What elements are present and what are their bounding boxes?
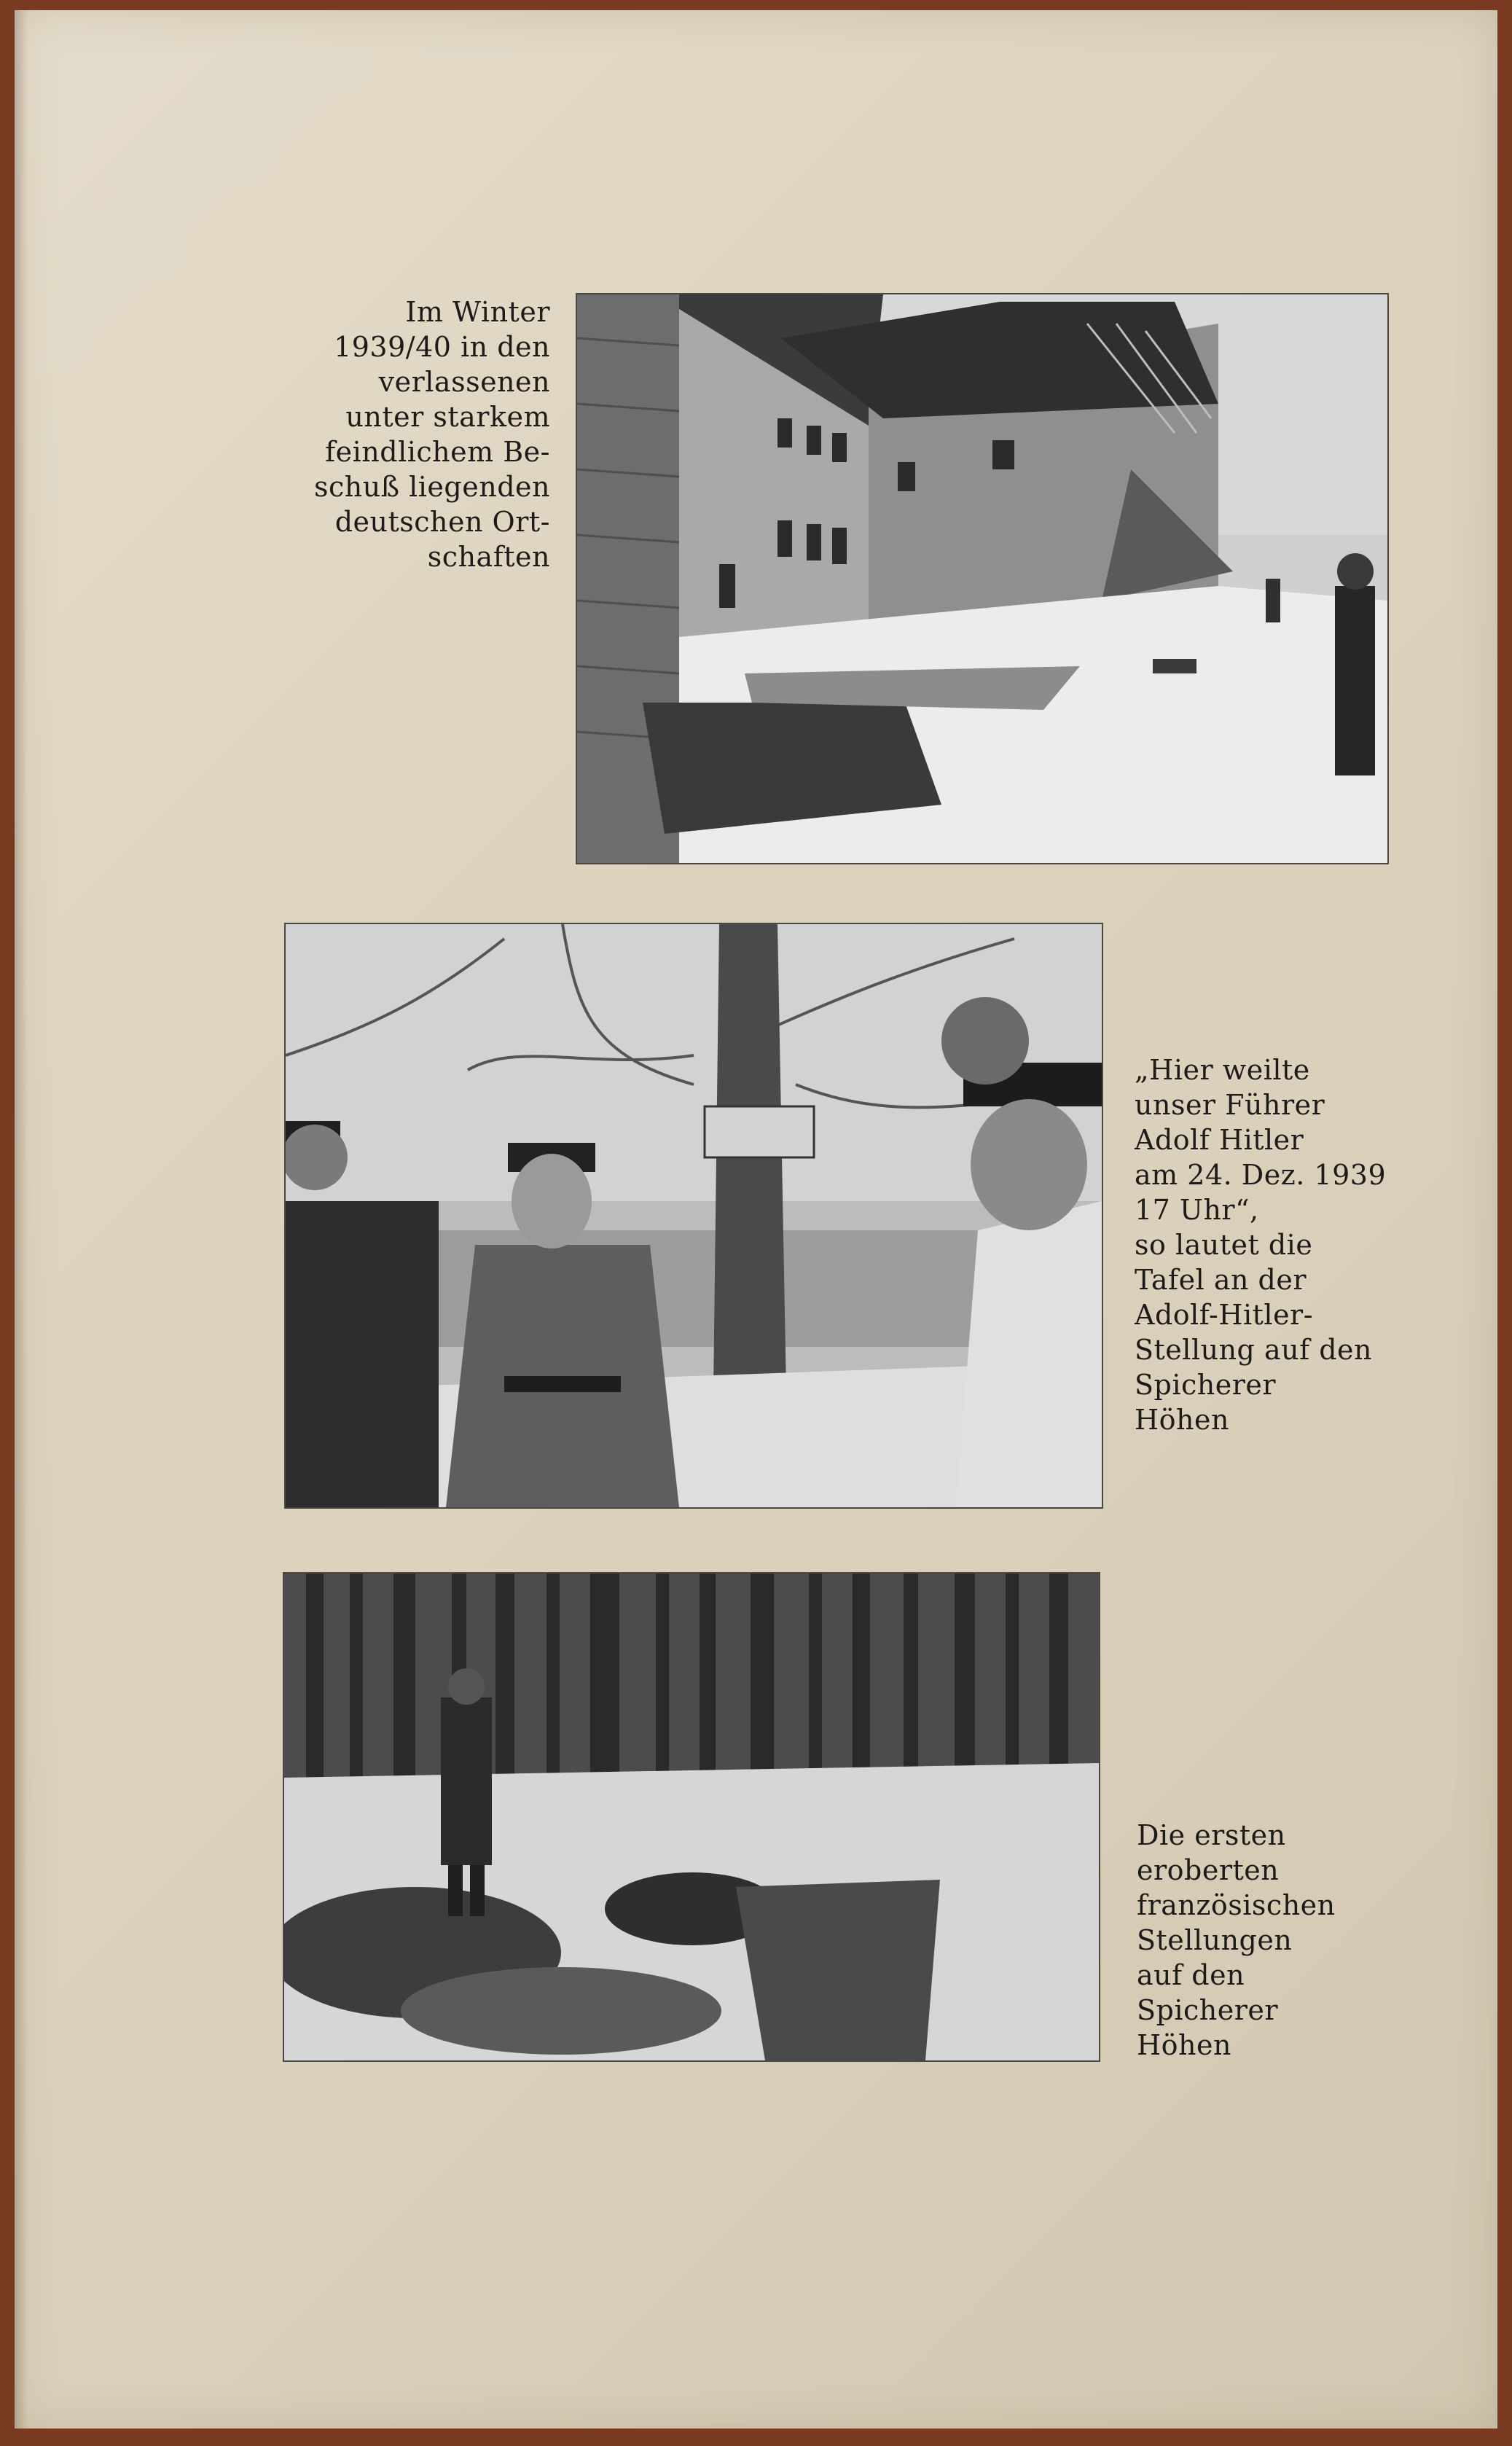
photo-ruined-village xyxy=(576,293,1389,864)
caption-winter-villages: Im Winter 1939/40 in den verlassenen unter starkem feindlichem Be- schuß liegenden deutschen Ort- schaften xyxy=(313,296,550,573)
caption-fuhrer-plaque: „Hier weilte unser Führer Adolf Hitler am 24. Dez. 1939 17 Uhr“, so lautet die Tafel an der Adolf-Hitler- Stellung auf den Spicherer Höhen xyxy=(1135,1054,1387,1436)
photo-officers-tree-image xyxy=(286,924,1102,1507)
photo-officers-tree xyxy=(284,923,1103,1509)
photo-forest-positions-image xyxy=(284,1574,1099,2060)
photo-ruined-village-image xyxy=(577,294,1387,863)
caption-french-positions: Die ersten eroberten französischen Stellungen auf den Spicherer Höhen xyxy=(1137,1819,1336,2061)
photo-forest-positions xyxy=(283,1572,1100,2062)
page-edge-shadow xyxy=(15,10,28,2429)
book-page xyxy=(15,10,1497,2429)
